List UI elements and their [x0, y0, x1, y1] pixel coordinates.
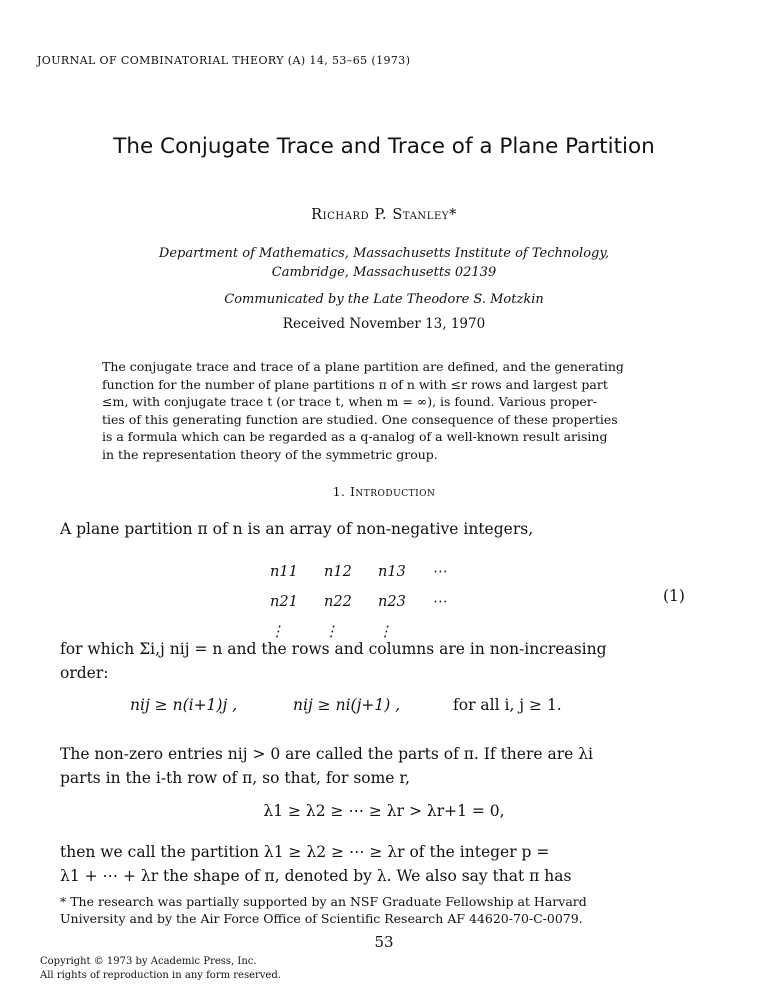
inequality-condition: for all i, j ≥ 1. — [453, 696, 562, 714]
copyright-notice — [40, 955, 281, 983]
footnote-line: University and by the Air Force Office of Scientific Research AF 44620-70-C-0079. — [60, 911, 583, 926]
paragraph-line: The non-zero entries nij > 0 are called the parts of π. If there are λi — [60, 745, 593, 763]
page-number: 53 — [374, 933, 394, 951]
array-cell: n22 — [324, 594, 352, 610]
abstract-line: is a formula which can be regarded as a q-analog of a well-known result arising — [102, 429, 608, 444]
journal-header: JOURNAL OF COMBINATORIAL THEORY (A) 14, 53–65 (1973) — [37, 54, 411, 67]
copyright-line: Copyright © 1973 by Academic Press, Inc. — [40, 956, 257, 967]
paragraph-line: parts in the i-th row of π, so that, for some r, — [60, 769, 411, 787]
array-row — [270, 557, 464, 587]
array-cell: ⋮ — [378, 624, 393, 640]
array-cell: ⋮ — [324, 624, 339, 640]
footnote-line: * The research was partially supported by an NSF Graduate Fellowship at Harvard — [60, 894, 587, 909]
intro-sentence: A plane partition π of n is an array of non-negative integers, — [60, 520, 534, 538]
communicated-by: Communicated by the Late Theodore S. Motzkin — [224, 292, 544, 307]
section-heading: 1. Introduction — [332, 484, 436, 499]
abstract-line: The conjugate trace and trace of a plane partition are defined, and the generating — [102, 359, 624, 374]
inequality-columns: nij ≥ ni(j+1) , — [293, 696, 401, 714]
array-row — [270, 587, 464, 617]
array-cell: n23 — [378, 594, 406, 610]
copyright-line: All rights of reproduction in any form reserved. — [40, 970, 281, 981]
array-cell: ⋯ — [432, 594, 447, 610]
equation-number: (1) — [663, 587, 685, 605]
abstract — [102, 358, 670, 463]
array-cell: n11 — [270, 564, 298, 580]
array-cell: n13 — [378, 564, 406, 580]
affiliation-line1: Department of Mathematics, Massachusetts Institute of Technology, — [158, 246, 610, 261]
abstract-line: function for the number of plane partitions π of n with ≤r rows and largest part — [102, 376, 608, 392]
array-cell: n21 — [270, 594, 298, 610]
inequality-rows: nij ≥ n(i+1)j , — [130, 696, 238, 714]
partition-array — [270, 557, 464, 647]
paragraph-line: order: — [60, 664, 109, 682]
array-cell: ⋮ — [270, 624, 285, 640]
array-cell: n12 — [324, 564, 352, 580]
footnote — [60, 893, 710, 927]
paragraph-line: λ1 + ⋯ + λr the shape of π, denoted by λ. We also say that π has — [60, 867, 572, 885]
paragraph-line: for which Σi,j nij = n and the rows and columns are in non-increasing — [60, 640, 607, 658]
abstract-line: ≤m, with conjugate trace t (or trace t, when m = ∞), is found. Various proper- — [102, 394, 597, 409]
lambda-chain: λ1 ≥ λ2 ≥ ⋯ ≥ λr > λr+1 = 0, — [263, 802, 505, 820]
abstract-line: ties of this generating function are studied. One consequence of these properties — [102, 411, 618, 427]
received-date: Received November 13, 1970 — [282, 316, 486, 332]
paper-title: The Conjugate Trace and Trace of a Plane Partition — [113, 134, 655, 159]
abstract-line: in the representation theory of the symmetric group. — [102, 446, 438, 462]
author: Richard P. Stanley* — [311, 207, 457, 223]
array-cell: ⋯ — [432, 564, 447, 580]
paragraph-line: then we call the partition λ1 ≥ λ2 ≥ ⋯ ≥ λr of the integer p = — [60, 843, 550, 861]
affiliation-line2: Cambridge, Massachusetts 02139 — [271, 265, 497, 280]
